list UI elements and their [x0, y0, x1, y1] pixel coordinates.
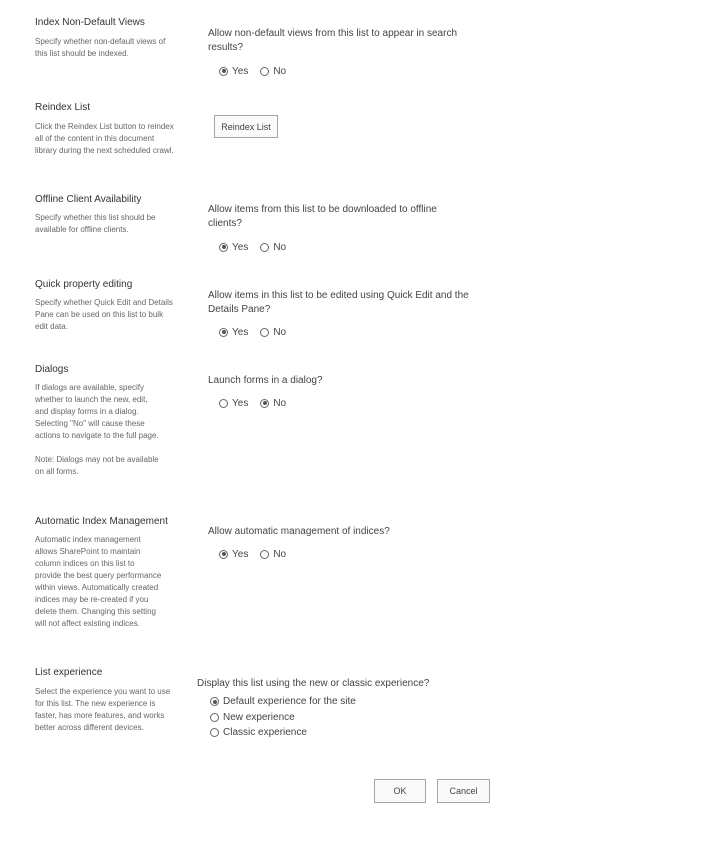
offline-title: Offline Client Availability [35, 194, 142, 205]
offline-no-option[interactable] [260, 242, 286, 253]
offline-yes-option[interactable] [219, 242, 248, 253]
radio-label: No [273, 397, 287, 409]
radio-unchecked-icon[interactable] [219, 399, 228, 408]
auto-index-question: Allow automatic management of indices? [208, 526, 390, 537]
classic-experience-option[interactable] [210, 725, 356, 741]
radio-label: Yes [232, 548, 249, 560]
radio-label: Yes [232, 397, 249, 409]
auto-index-radio-group [219, 547, 298, 561]
radio-label: Yes [232, 241, 249, 253]
cancel-button[interactable]: Cancel [437, 779, 490, 803]
reindex-description: Click the Reindex List button to reindex all of the content in this document library during the next scheduled crawl. [35, 122, 174, 155]
index-views-radio-group [219, 64, 298, 78]
radio-label: Default experience for the site [223, 696, 356, 708]
radio-label: Classic experience [223, 727, 307, 739]
dialogs-description-text: If dialogs are available, specify whether to launch the new, edit, and display forms in a dialog. Selecting "No" will cause these actions to navigate to the full page. [35, 383, 159, 440]
index-views-no-option[interactable] [260, 66, 286, 77]
radio-unchecked-icon[interactable] [260, 67, 269, 76]
radio-unchecked-icon[interactable] [260, 550, 269, 559]
quick-edit-question: Allow items in this list to be edited using Quick Edit and the Details Pane? [208, 290, 469, 315]
radio-checked-icon[interactable] [219, 550, 228, 559]
radio-unchecked-icon[interactable] [260, 243, 269, 252]
auto-index-no-option[interactable] [260, 549, 286, 560]
list-experience-question: Display this list using the new or classic experience? [197, 678, 430, 689]
quick-edit-title: Quick property editing [35, 279, 133, 290]
radio-label: Yes [232, 65, 249, 77]
dialogs-note: Note: Dialogs may not be available on all forms. [35, 455, 159, 476]
reindex-list-button[interactable]: Reindex List [214, 115, 278, 138]
quick-edit-no-option[interactable] [260, 327, 286, 338]
radio-unchecked-icon[interactable] [260, 328, 269, 337]
radio-label: No [273, 326, 287, 338]
radio-label: No [273, 548, 287, 560]
quick-edit-yes-option[interactable] [219, 327, 248, 338]
dialogs-title: Dialogs [35, 364, 69, 375]
new-experience-option[interactable] [210, 710, 356, 726]
auto-index-title: Automatic Index Management [35, 516, 168, 527]
dialogs-radio-group [219, 396, 298, 410]
dialogs-no-option[interactable] [260, 398, 286, 409]
radio-label: No [273, 241, 287, 253]
radio-label: No [273, 65, 287, 77]
radio-checked-icon[interactable] [219, 328, 228, 337]
dialogs-description [35, 382, 163, 478]
index-views-question: Allow non-default views from this list to appear in search results? [208, 28, 458, 53]
radio-unchecked-icon[interactable] [210, 728, 219, 737]
radio-checked-icon[interactable] [210, 697, 219, 706]
quick-edit-description: Specify whether Quick Edit and Details Pane can be used on this list to bulk edit data. [35, 298, 173, 331]
index-views-description: Specify whether non-default views of this list should be indexed. [35, 37, 166, 58]
ok-button[interactable]: OK [374, 779, 426, 803]
radio-checked-icon[interactable] [260, 399, 269, 408]
list-experience-radio-group [210, 694, 356, 741]
radio-checked-icon[interactable] [219, 67, 228, 76]
offline-radio-group [219, 240, 298, 254]
list-experience-description: Select the experience you want to use for this list. The new experience is faster, has more features, and works better across different devices. [35, 687, 171, 732]
dialogs-yes-option[interactable] [219, 398, 248, 409]
offline-description: Specify whether this list should be available for offline clients. [35, 213, 156, 234]
reindex-title: Reindex List [35, 102, 91, 113]
radio-label: New experience [223, 711, 295, 723]
radio-checked-icon[interactable] [219, 243, 228, 252]
dialogs-question: Launch forms in a dialog? [208, 375, 323, 386]
auto-index-yes-option[interactable] [219, 549, 248, 560]
quick-edit-radio-group [219, 325, 298, 339]
radio-label: Yes [232, 326, 249, 338]
index-views-title: Index Non-Default Views [35, 17, 145, 28]
list-experience-title: List experience [35, 667, 103, 678]
auto-index-description: Automatic index management allows SharePoint to maintain column indices on this list to provide the best query performance within views. Automatically created indices may be re-created if you delete them. Changing this setting will not affect existing indices. [35, 535, 162, 628]
radio-unchecked-icon[interactable] [210, 713, 219, 722]
offline-question: Allow items from this list to be downloaded to offline clients? [208, 204, 437, 229]
default-experience-option[interactable] [210, 694, 356, 710]
index-views-yes-option[interactable] [219, 66, 248, 77]
